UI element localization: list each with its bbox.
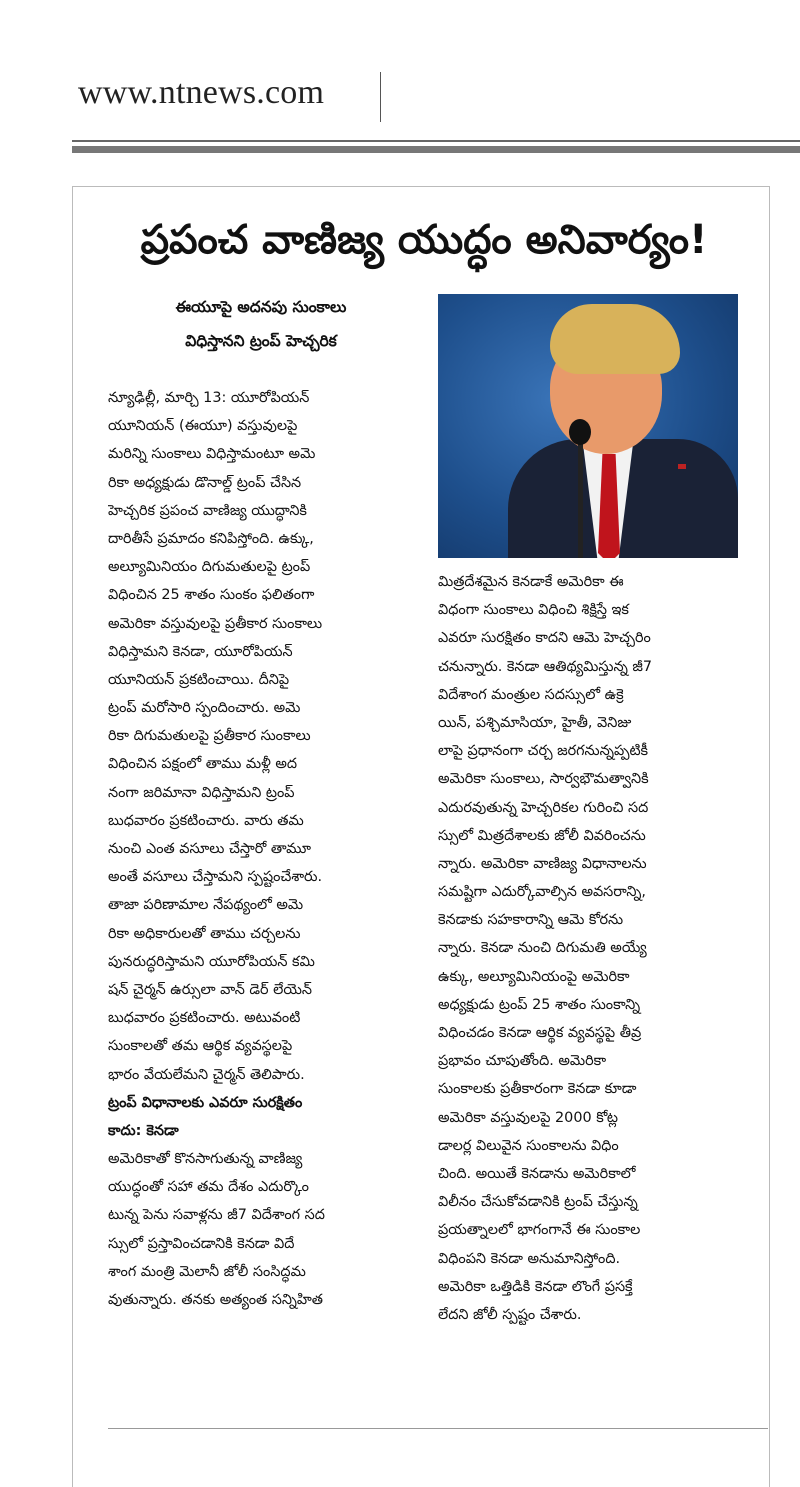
article-text-line: లేదని జోలీ స్పష్టం చేశారు. <box>438 1306 582 1323</box>
article-text-line: హెచ్చరిక ప్రపంచ వాణిజ్య యుద్ధానికి <box>108 502 307 519</box>
article-text-line: రికా అధ్యక్షుడు డొనాల్డ్‌ ట్రంప్‌ చేసిన <box>108 474 302 491</box>
article-text-line: విధంగా సుంకాలు విధించి శిక్షిస్తే ఇక <box>438 602 629 619</box>
article-text-line: విధించిన 25 శాతం సుంకం ఫలితంగా <box>108 587 315 604</box>
article-text-line: కెనడాకు సహకారాన్ని ఆమె కోరను <box>438 912 624 929</box>
article-text-line: అమెరికా వస్తువులపై 2000 కోట్ల <box>438 1109 618 1126</box>
article-text-line: షన్‌ చైర్మన్‌ ఉర్సులా వాన్‌ డెర్‌ లేయెన్‌ <box>108 981 312 998</box>
article-text-line: యుద్ధంతో సహా తమ దేశం ఎదుర్కొం <box>108 1179 309 1196</box>
article-text-line: అమెరికా సుంకాలు, సార్వభౌమత్వానికి <box>438 771 649 788</box>
article-text-line: సుంకాలకు ప్రతీకారంగా కెనడా కూడా <box>438 1081 637 1098</box>
article-text-line: అల్యూమినియం దిగుమతులపై ట్రంప్‌ <box>108 559 311 576</box>
article-headline: ప్రపంచ వాణిజ్య యుద్ధం అనివార్యం! <box>140 217 708 263</box>
article-text-line: ప్రయత్నాలలో భాగంగానే ఈ సుంకాల <box>438 1222 641 1239</box>
photo-hair <box>550 304 680 374</box>
article-text-line: ఉక్కు, అల్యూమినియంపై అమెరికా <box>438 968 630 985</box>
article-text-line: యూనియన్‌ ప్రకటించాయి. దీనిపై <box>108 671 290 688</box>
article-text-line: అంతే వసూలు చేస్తామని స్పష్టంచేశారు. <box>108 869 323 886</box>
article-text-line: శాంగ మంత్రి మెలానీ జోలీ సంసిద్ధమ <box>108 1263 306 1280</box>
article-text-line: రికా అధికారులతో తాము చర్చలను <box>108 925 301 942</box>
article-text-line: భారం వేయలేమని చైర్మన్‌ తెలిపారు. <box>108 1066 305 1083</box>
article-text-line: బుధవారం ప్రకటించారు. అటువంటి <box>108 1010 301 1027</box>
article-text-line: విదేశాంగ మంత్రుల సదస్సులో ఉక్రె <box>438 686 624 703</box>
article-text-line: అమెరికాతో కొనసాగుతున్న వాణిజ్య <box>108 1151 303 1168</box>
article-text-line: దారితీసే ప్రమాదం కనిపిస్తోంది. ఉక్కు, <box>108 530 314 547</box>
article-subheadline <box>96 290 426 358</box>
url-divider <box>380 72 381 122</box>
article-text-line: న్నారు. అమెరికా వాణిజ్య విధానాలను <box>438 855 647 872</box>
article-text-line: రికా దిగుమతులపై ప్రతీకార సుంకాలు <box>108 728 311 745</box>
article-text-line: ఎవరూ సురక్షితం కాదని ఆమె హెచ్చరిం <box>438 630 651 647</box>
article-text-line: చనున్నారు. కెనడా ఆతిథ్యమిస్తున్న జీ7 <box>438 658 653 675</box>
article-text-line: విధింపని కెనడా అనుమానిస్తోంది. <box>438 1250 621 1267</box>
header-rule <box>72 140 800 142</box>
article-photo <box>438 294 738 558</box>
article-text-line: నంగా జరిమానా విధిస్తామని ట్రంప్‌ <box>108 784 295 801</box>
article-text-line: డాలర్ల విలువైన సుంకాలను విధిం <box>438 1137 619 1154</box>
article-text-line: విధించిన పక్షంలో తాము మళ్లీ అద <box>108 756 298 773</box>
subheadline-line: ఈయూపై అదనపు సుంకాలు <box>175 298 347 316</box>
article-text-line: ట్రంప్‌ మరోసారి స్పందించారు. అమె <box>108 700 301 717</box>
article-text-line: మరిన్ని సుంకాలు విధిస్తామంటూ అమె <box>108 446 316 463</box>
article-column-right <box>438 568 738 1329</box>
article-text-line: స్సులో ప్రస్తావించడానికి కెనడా విదే <box>108 1235 295 1252</box>
section-heading-line: కాదు: కెనడా <box>108 1122 179 1139</box>
article-text-line: యిన్‌, పశ్చిమాసియా, హైతీ, వెనిజు <box>438 714 632 731</box>
article-text-line: బుధవారం ప్రకటించారు. వారు తమ <box>108 812 304 829</box>
article-text-line: యూనియన్‌ (ఈయూ) వస్తువులపై <box>108 418 298 435</box>
header-rule-thick <box>72 146 800 153</box>
subheadline-line: విధిస్తానని ట్రంప్‌ హెచ్చరిక <box>185 332 337 350</box>
microphone-stand <box>578 434 583 558</box>
site-url: www.ntnews.com <box>78 74 325 111</box>
article-text-line: స్సులో మిత్రదేశాలకు జోలీ వివరించను <box>438 827 646 844</box>
article-text-line: నుంచి ఎంత వసూలు చేస్తారో తామూ <box>108 841 312 857</box>
article-text-line: విధిస్తామని కెనడా, యూరోపియన్‌ <box>108 643 293 660</box>
article-text-line: న్నారు. కెనడా నుంచి దిగుమతి అయ్యే <box>438 940 647 957</box>
article-text-line: అమెరికా వస్తువులపై ప్రతీకార సుంకాలు <box>108 615 323 632</box>
article-text-line: టున్న పెను సవాళ్లను జీ7 విదేశాంగ సద <box>108 1207 325 1224</box>
article-text-line: అధ్యక్షుడు ట్రంప్‌ 25 శాతం సుంకాన్ని <box>438 996 641 1013</box>
article-column-left <box>108 384 408 1314</box>
article-text-line: ఎదురవుతున్న హెచ్చరికల గురించి సద <box>438 799 649 816</box>
bottom-rule <box>108 1428 768 1429</box>
article-text-line: మిత్రదేశమైన కెనడాకే అమెరికా ఈ <box>438 574 624 590</box>
article-text-line: సుంకాలతో తమ ఆర్థిక వ్యవస్థలపై <box>108 1038 293 1055</box>
article-text-line: విలీనం చేసుకోవడానికి ట్రంప్‌ చేస్తున్న <box>438 1194 638 1211</box>
article-text-line: అమెరికా ఒత్తిడికి కెనడా లొంగే ప్రసక్తే <box>438 1278 633 1295</box>
article-text-line: సమష్టిగా ఎదుర్కోవాల్సిన అవసరాన్ని, <box>438 884 646 901</box>
article-text-line: వుతున్నారు. తనకు అత్యంత సన్నిహిత <box>108 1292 323 1308</box>
article-text-line: ప్రభావం చూపుతోంది. అమెరికా <box>438 1053 607 1070</box>
article-text-line: విధించడం కెనడా ఆర్థిక వ్యవస్థపై తీవ్ర <box>438 1025 642 1041</box>
article-text-line: పునరుద్ధరిస్తామని యూరోపియన్‌ కమి <box>108 953 315 970</box>
microphone-icon <box>569 419 591 445</box>
article-text-line: చింది. అయితే కెనడాను అమెరికాలో <box>438 1165 636 1182</box>
lapel-pin <box>678 464 686 469</box>
article-text-line: తాజా పరిణామాల నేపథ్యంలో అమె <box>108 897 304 914</box>
article-text-line: న్యూఢిల్లీ, మార్చి 13: యూరోపియన్‌ <box>108 390 310 406</box>
article-text-line: లాపై ప్రధానంగా చర్చ జరగనున్నప్పటికీ <box>438 743 649 760</box>
section-heading-line: ట్రంప్‌ విధానాలకు ఎవరూ సురక్షితం <box>108 1094 303 1111</box>
